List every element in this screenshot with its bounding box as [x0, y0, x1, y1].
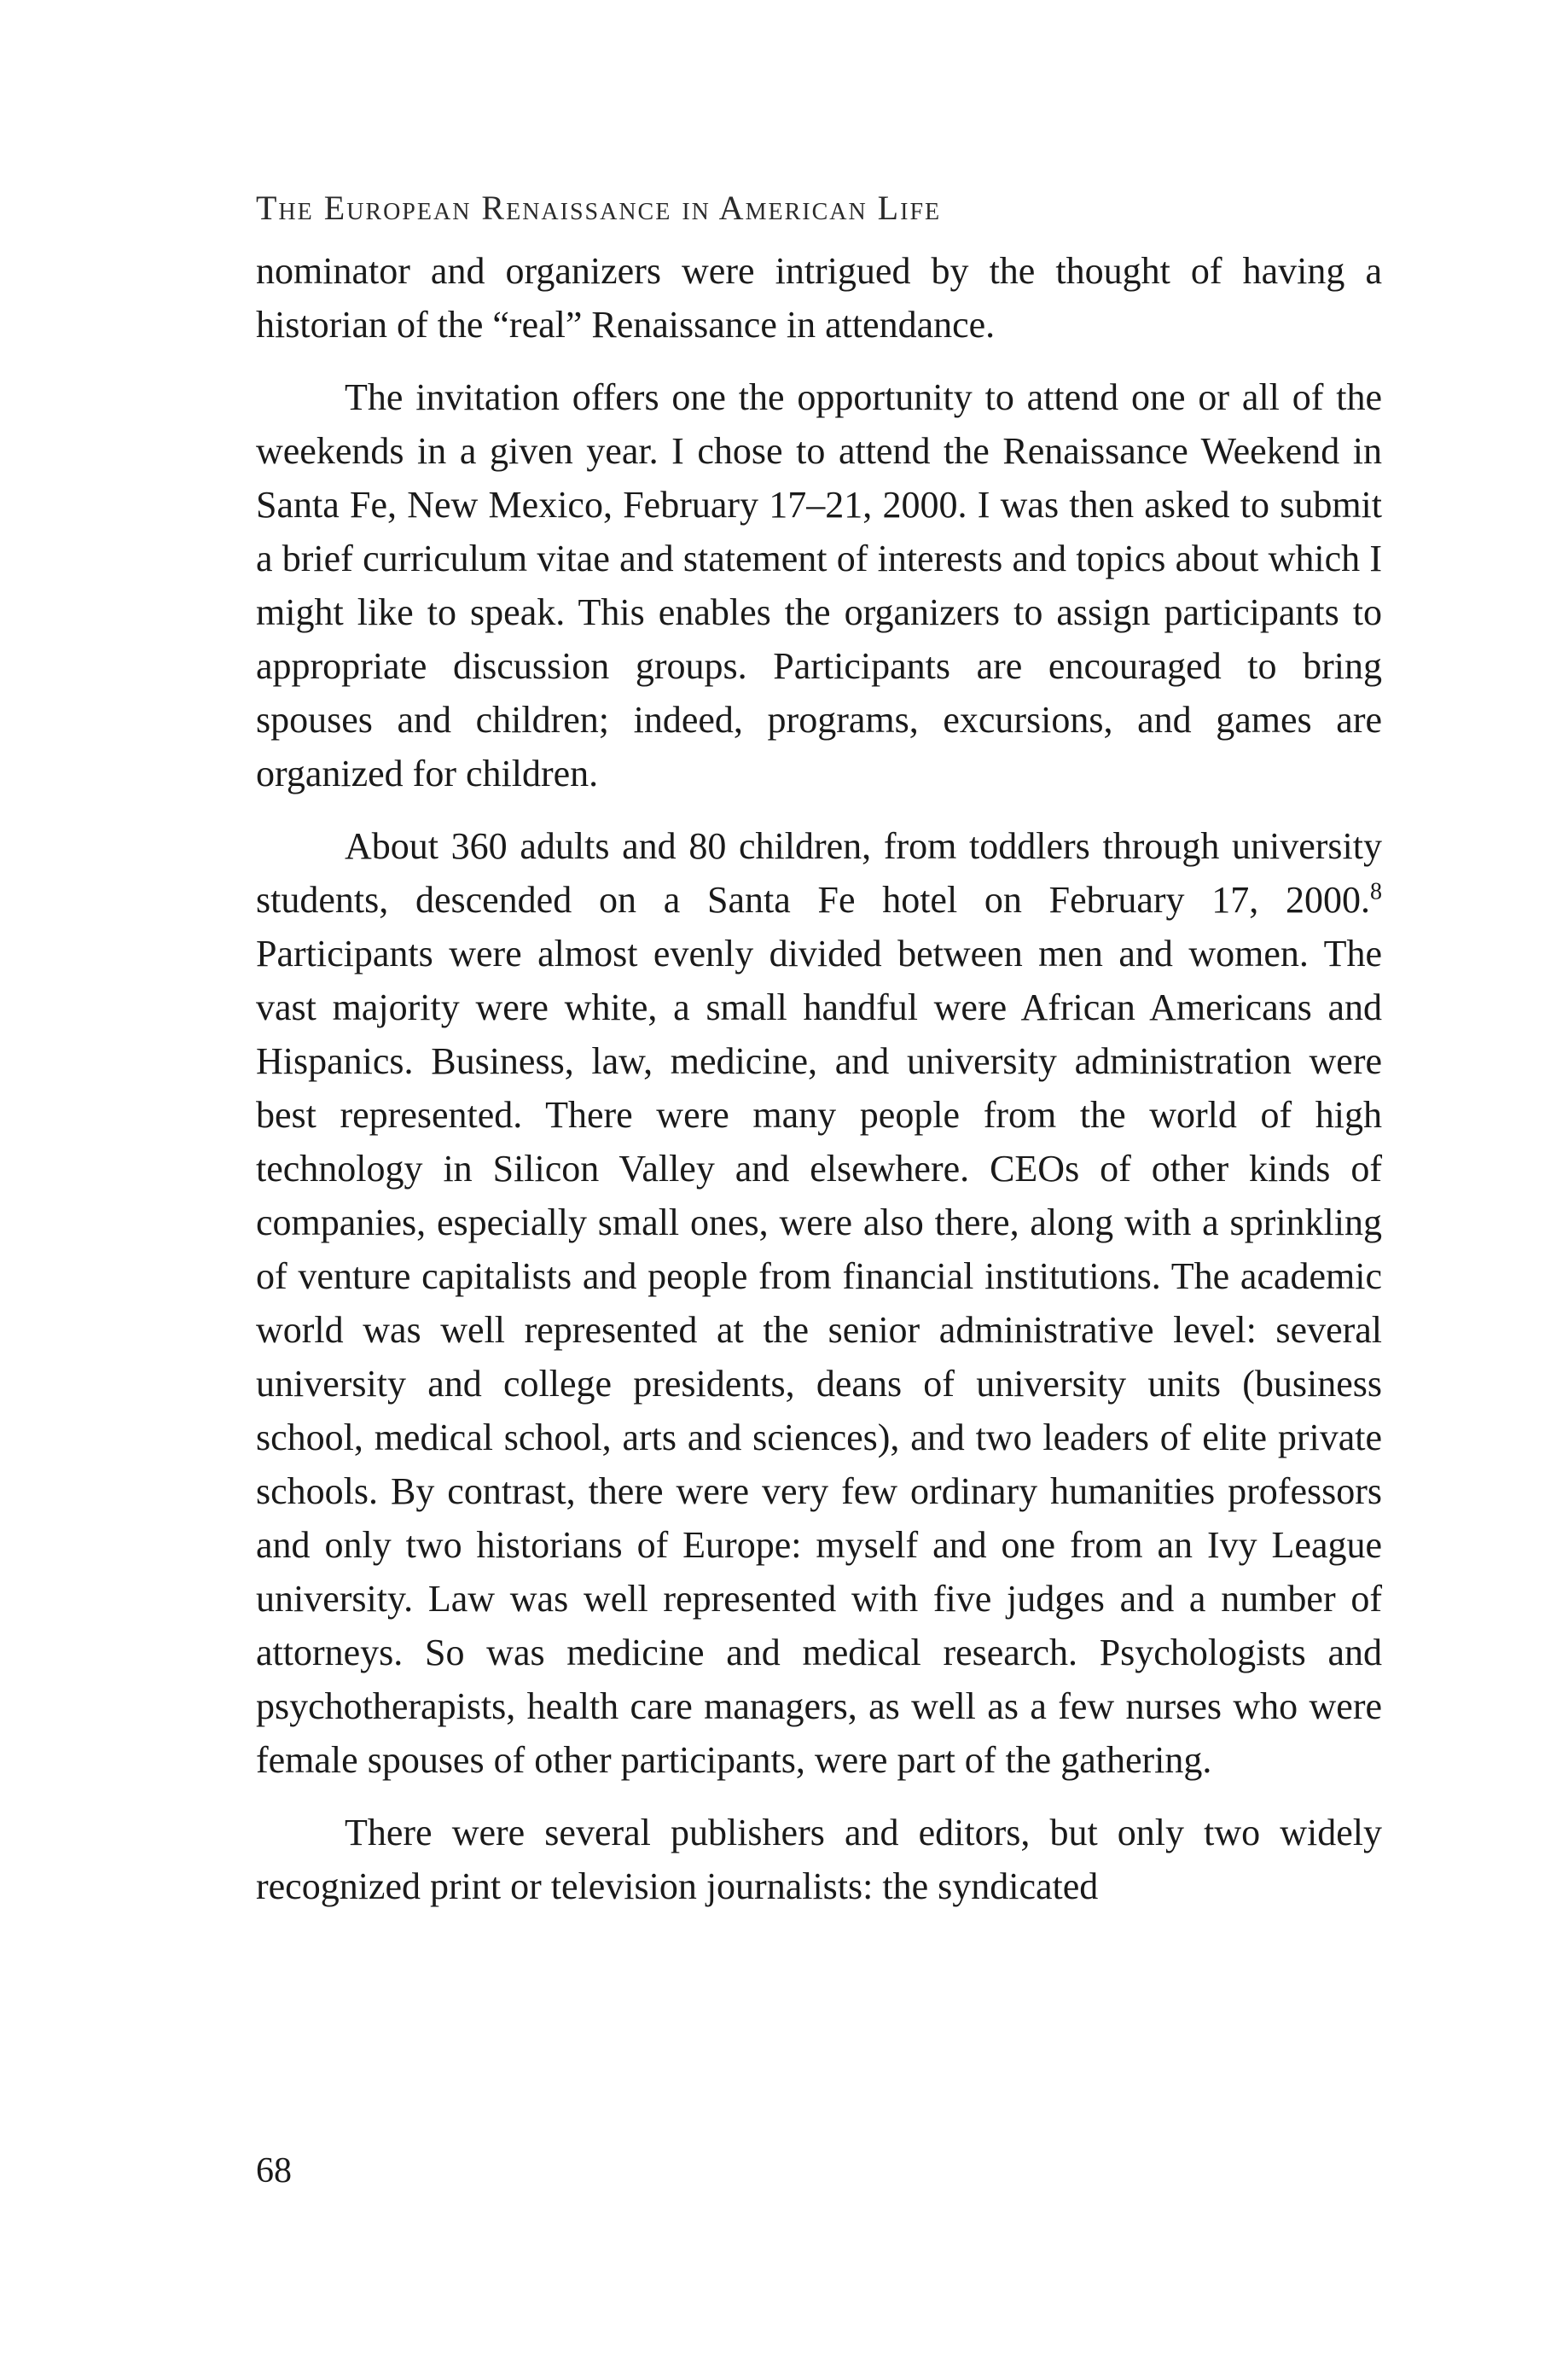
- body-text: [256, 244, 1382, 1913]
- paragraph-publishers: There were several publishers and editors, but only two widely recognized print or television journalists: the syndicated: [256, 1812, 1382, 1907]
- running-head: The European Renaissance in American Life: [256, 189, 942, 227]
- page-number: 68: [256, 2151, 292, 2191]
- footnote-reference: 8: [1370, 878, 1382, 905]
- paragraph-continuation: nominator and organizers were intrigued by the thought of having a historian of the “real” Renaissance in attendance.: [256, 250, 1382, 346]
- paragraph-participants-text-start: About 360 adults and 80 children, from toddlers through university students, descended on a Santa Fe hotel on February 17, 2000.: [256, 825, 1382, 921]
- book-page: [256, 188, 1382, 1913]
- paragraph-invitation: The invitation offers one the opportunity to attend one or all of the weekends in a given year. I chose to attend the Renaissance Weekend in Santa Fe, New Mexico, February 17–21, 2000. I was then asked to submit a brief curriculum vitae and statement of interests and topics about which I might like to speak. This enables the organizers to assign participants to appropriate discussion groups. Participants are encouraged to bring spouses and children; indeed, programs, excursions, and games are organized for children.: [256, 376, 1382, 794]
- paragraph-participants: [256, 819, 1382, 1787]
- paragraph-participants-text-end: Participants were almost evenly divided between men and women. The vast majority were white, a small handful were African Americans and Hispanics. Business, law, medicine, and university administration were best represented. There were many people from the world of high technology in Silicon Valley and elsewhere. CEOs of other kinds of companies, especially small ones, were also there, along with a sprinkling of venture capitalists and people from financial institutions. The academic world was well represented at the senior administrative level: several university and college presidents, deans of university units (business school, medical school, arts and sciences), and two leaders of elite private schools. By contrast, there were very few ordinary humanities professors and only two historians of Europe: myself and one from an Ivy League university. Law was well represented with five judges and a number of attorneys. So was medicine and medical research. Psychologists and psychotherapists, health care managers, as well as a few nurses who were female spouses of other participants, were part of the gathering.: [256, 933, 1382, 1781]
